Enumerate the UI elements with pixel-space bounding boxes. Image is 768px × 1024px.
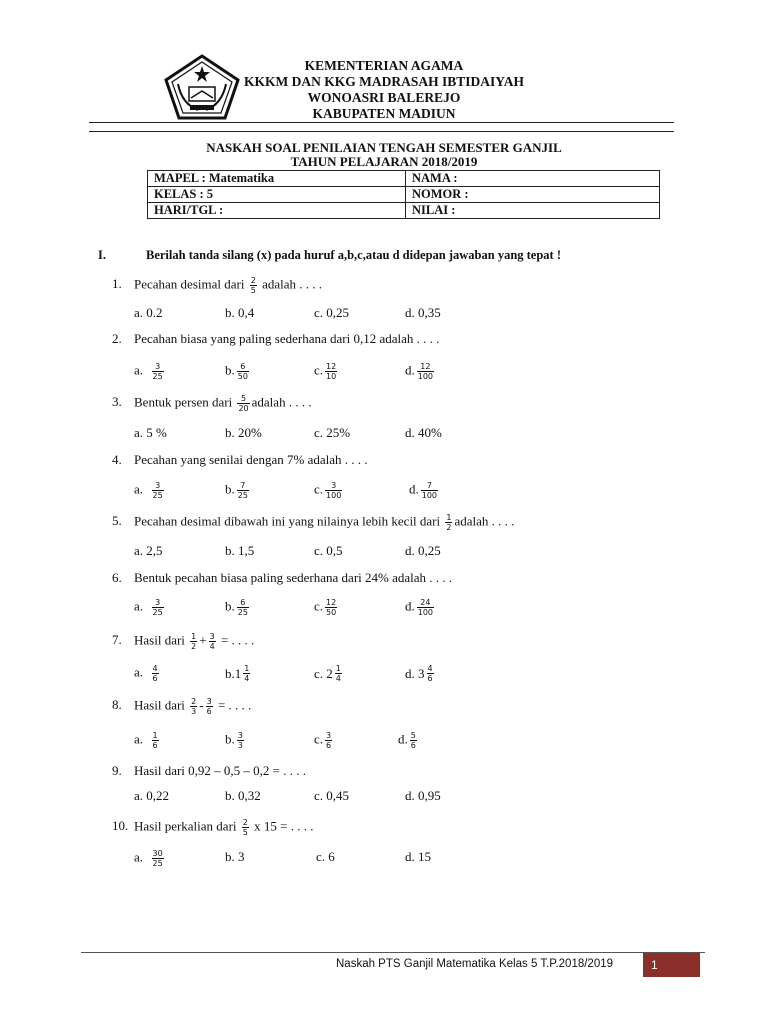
header-organization: KKKM DAN KKG MADRASAH IBTIDAIYAH — [243, 74, 525, 89]
question-number: 1. — [112, 276, 122, 292]
numerator: 3 — [206, 697, 212, 706]
numerator: 24 — [420, 598, 431, 607]
denominator: 3 — [191, 707, 197, 716]
option-d[interactable] — [405, 664, 436, 683]
option-b[interactable]: b. 20% — [225, 425, 262, 440]
fraction — [152, 481, 164, 500]
option-letter: d. — [405, 362, 415, 378]
option-letter: d. — [398, 731, 408, 747]
date-cell[interactable]: HARI/TGL : — [148, 203, 406, 219]
section-number: I. — [98, 248, 106, 262]
numerator: 1 — [152, 731, 158, 740]
fraction — [190, 697, 197, 716]
question-text-end: = . . . . — [217, 697, 252, 713]
fraction — [325, 362, 337, 381]
option-letter: c. 2 — [314, 665, 333, 681]
option-c[interactable]: c. 0,45 — [314, 788, 350, 803]
option-a[interactable] — [134, 598, 166, 617]
option-b[interactable] — [225, 731, 246, 750]
numerator: 12 — [326, 362, 337, 371]
option-a[interactable] — [134, 481, 166, 500]
number-cell[interactable]: NOMOR : — [406, 187, 660, 203]
fraction — [421, 481, 438, 500]
fraction — [152, 362, 164, 381]
denominator: 100 — [326, 491, 342, 500]
page-number-box — [643, 953, 700, 977]
option-d[interactable]: d. 0,35 — [405, 305, 441, 320]
option-a[interactable] — [134, 849, 166, 868]
header-location: WONOASRI BALEREJO — [307, 90, 461, 105]
denominator: 100 — [417, 608, 434, 617]
option-b[interactable]: b. 3 — [225, 849, 245, 864]
option-b[interactable]: b. 0,4 — [225, 305, 255, 320]
option-b[interactable] — [225, 481, 251, 500]
option-c[interactable]: c. 0,25 — [314, 305, 350, 320]
fraction — [417, 598, 434, 617]
question-number: 10. — [112, 818, 129, 834]
option-letter: c. — [314, 731, 324, 747]
option-letter: a. — [134, 849, 144, 865]
question-text: Hasil perkalian dari — [134, 818, 237, 834]
question-5 — [112, 513, 514, 532]
fraction — [237, 481, 249, 500]
option-d[interactable]: d. 15 — [405, 849, 431, 864]
option-b[interactable] — [225, 664, 252, 683]
question-2 — [112, 331, 439, 347]
question-number: 9. — [112, 763, 122, 778]
fraction — [237, 394, 249, 413]
fraction — [152, 849, 164, 868]
denominator: 5 — [242, 828, 248, 837]
option-c[interactable]: c. 0,5 — [314, 543, 343, 558]
option-letter: a. — [134, 362, 144, 378]
denominator: 25 — [152, 859, 163, 868]
question-text-end: = . . . . — [220, 632, 255, 648]
question-text: Bentuk persen dari — [134, 394, 233, 410]
option-letter: a. — [134, 664, 144, 680]
numerator: 4 — [427, 664, 433, 673]
fraction — [335, 664, 342, 683]
question-9 — [112, 763, 306, 779]
class-cell: KELAS : 5 — [148, 187, 406, 203]
name-cell[interactable]: NAMA : — [406, 171, 660, 187]
denominator: 50 — [237, 372, 248, 381]
question-7 — [112, 632, 254, 651]
numerator: 2 — [191, 697, 197, 706]
option-letter: d. — [409, 481, 419, 497]
option-d[interactable] — [398, 731, 419, 750]
option-a[interactable]: a. 2,5 — [134, 543, 163, 558]
fraction — [209, 632, 216, 651]
option-letter: c. — [314, 362, 324, 378]
option-b[interactable] — [225, 598, 251, 617]
denominator: 4 — [244, 674, 250, 683]
denominator: 2 — [191, 642, 197, 651]
option-c[interactable] — [314, 731, 334, 750]
fraction — [206, 697, 213, 716]
question-3 — [112, 394, 312, 413]
denominator: 25 — [152, 608, 163, 617]
numerator: 3 — [237, 731, 243, 740]
numerator: 1 — [244, 664, 250, 673]
fraction — [152, 598, 164, 617]
fraction — [237, 598, 249, 617]
option-letter: a. — [134, 481, 144, 497]
question-text: Hasil dari — [134, 697, 185, 713]
option-c[interactable] — [314, 664, 344, 683]
page-number: 1 — [651, 958, 658, 972]
option-letter: d. 3 — [405, 665, 425, 681]
fraction — [152, 664, 159, 683]
numerator: 3 — [209, 632, 215, 641]
option-a[interactable]: a. 5 % — [134, 425, 167, 440]
question-text-end: adalah . . . . — [251, 394, 312, 410]
question-text: Pecahan desimal dari — [134, 276, 245, 292]
option-d[interactable] — [409, 481, 440, 500]
fraction — [152, 731, 159, 750]
denominator: 3 — [237, 741, 243, 750]
question-text: Bentuk pecahan biasa paling sederhana dari 24% adalah . . . . — [134, 570, 453, 585]
question-text-end: x 15 = . . . . — [254, 818, 314, 834]
numerator: 12 — [420, 362, 431, 371]
denominator: 6 — [152, 674, 158, 683]
question-1 — [112, 276, 322, 295]
denominator: 25 — [152, 372, 163, 381]
header-ministry: KEMENTERIAN AGAMA — [304, 58, 464, 73]
option-d[interactable]: d. 40% — [405, 425, 442, 440]
option-c[interactable]: c. 6 — [316, 849, 335, 864]
question-text-end: adalah . . . . — [262, 276, 322, 292]
question-6 — [112, 570, 452, 586]
option-letter: c. — [314, 598, 324, 614]
document-title: NASKAH SOAL PENILAIAN TENGAH SEMESTER GANJIL — [206, 140, 562, 155]
numerator: 12 — [326, 598, 337, 607]
denominator: 25 — [237, 608, 248, 617]
header-regency: KABUPATEN MADIUN — [312, 106, 456, 121]
numerator: 3 — [155, 481, 161, 490]
option-b[interactable]: b. 0,32 — [225, 788, 261, 803]
numerator: 3 — [155, 598, 161, 607]
option-d[interactable]: d. 0,95 — [405, 788, 441, 803]
question-text: Pecahan yang senilai dengan 7% adalah . . . . — [134, 452, 368, 467]
denominator: 25 — [152, 491, 163, 500]
question-text: Hasil dari — [134, 632, 185, 648]
option-letter: b. — [225, 481, 235, 497]
numerator: 3 — [155, 362, 161, 371]
header-separator — [89, 122, 674, 132]
numerator: 1 — [335, 664, 341, 673]
option-letter: b.1 — [225, 665, 242, 681]
option-letter: b. — [225, 362, 235, 378]
score-cell[interactable]: NILAI : — [406, 203, 660, 219]
question-number: 4. — [112, 452, 122, 467]
option-b[interactable] — [225, 362, 251, 381]
question-8 — [112, 697, 251, 716]
option-letter: b. — [225, 731, 235, 747]
plus-sign: + — [199, 632, 207, 648]
option-letter: c. — [314, 481, 324, 497]
question-number: 3. — [112, 394, 122, 410]
denominator: 25 — [237, 491, 248, 500]
option-c[interactable]: c. 25% — [314, 425, 351, 440]
option-d[interactable] — [405, 598, 436, 617]
option-letter: a. — [134, 598, 144, 614]
option-a[interactable] — [134, 731, 161, 750]
numerator: 3 — [326, 731, 332, 740]
question-text: Hasil dari 0,92 – 0,5 – 0,2 = . . . . — [134, 763, 306, 778]
option-d[interactable] — [405, 362, 436, 381]
option-letter: a. — [134, 731, 144, 747]
numerator: 6 — [240, 362, 246, 371]
denominator: 5 — [250, 286, 256, 295]
question-number: 7. — [112, 632, 122, 648]
option-a[interactable]: a. 0.2 — [134, 305, 163, 320]
denominator: 4 — [209, 642, 215, 651]
numerator: 2 — [242, 818, 248, 827]
numerator: 7 — [240, 481, 246, 490]
question-text: Pecahan desimal dibawah ini yang nilainya lebih kecil dari — [134, 513, 441, 529]
numerator: 4 — [152, 664, 158, 673]
question-text-end: adalah . . . . — [454, 513, 515, 529]
fraction — [325, 481, 342, 500]
denominator: 20 — [238, 404, 249, 413]
fraction — [417, 362, 434, 381]
fraction — [190, 632, 197, 651]
section-instruction: Berilah tanda silang (x) pada huruf a,b,c,atau d didepan jawaban yang tepat ! — [146, 248, 562, 262]
denominator: 6 — [410, 741, 416, 750]
minus-sign: - — [199, 697, 204, 713]
option-a[interactable]: a. 0,22 — [134, 788, 170, 803]
footer-divider — [81, 952, 705, 953]
option-c[interactable] — [314, 481, 344, 500]
denominator: 50 — [326, 608, 337, 617]
denominator: 100 — [417, 372, 434, 381]
option-c[interactable] — [314, 598, 339, 617]
numerator: 5 — [241, 394, 247, 403]
fraction — [250, 276, 257, 295]
numerator: 3 — [331, 481, 337, 490]
fraction — [325, 731, 332, 750]
question-4 — [112, 452, 368, 468]
denominator: 100 — [421, 491, 438, 500]
fraction — [237, 362, 249, 381]
option-d[interactable]: d. 0,25 — [405, 543, 441, 558]
numerator: 1 — [191, 632, 197, 641]
denominator: 4 — [335, 674, 341, 683]
denominator: 10 — [326, 372, 337, 381]
fraction — [242, 818, 249, 837]
option-letter: d. — [405, 598, 415, 614]
subject-cell: MAPEL : Matematika — [148, 171, 406, 187]
denominator: 2 — [446, 523, 452, 532]
question-10 — [112, 818, 313, 837]
fraction — [325, 598, 337, 617]
fraction — [410, 731, 417, 750]
footer-text: Naskah PTS Ganjil Matematika Kelas 5 T.P.2018/2019 — [336, 958, 614, 970]
question-number: 6. — [112, 570, 122, 585]
numerator: 6 — [240, 598, 246, 607]
denominator: 6 — [326, 741, 332, 750]
fraction — [237, 731, 244, 750]
option-letter: b. — [225, 598, 235, 614]
numerator: 7 — [426, 481, 432, 490]
numerator: 5 — [410, 731, 416, 740]
student-info-table — [147, 170, 660, 219]
numerator: 30 — [152, 849, 163, 858]
question-text: Pecahan biasa yang paling sederhana dari 0,12 adalah . . . . — [134, 331, 440, 346]
denominator: 6 — [427, 674, 433, 683]
option-a[interactable] — [134, 362, 166, 381]
option-b[interactable]: b. 1,5 — [225, 543, 255, 558]
option-c[interactable] — [314, 362, 339, 381]
numerator: 2 — [250, 276, 256, 285]
denominator: 6 — [206, 707, 212, 716]
academic-year: TAHUN PELAJARAN 2018/2019 — [290, 154, 478, 169]
question-number: 2. — [112, 331, 122, 346]
fraction — [427, 664, 434, 683]
question-number: 5. — [112, 513, 122, 529]
fraction — [445, 513, 452, 532]
fraction — [243, 664, 250, 683]
question-number: 8. — [112, 697, 122, 713]
numerator: 1 — [446, 513, 452, 522]
option-a[interactable] — [134, 664, 161, 683]
denominator: 6 — [152, 741, 158, 750]
